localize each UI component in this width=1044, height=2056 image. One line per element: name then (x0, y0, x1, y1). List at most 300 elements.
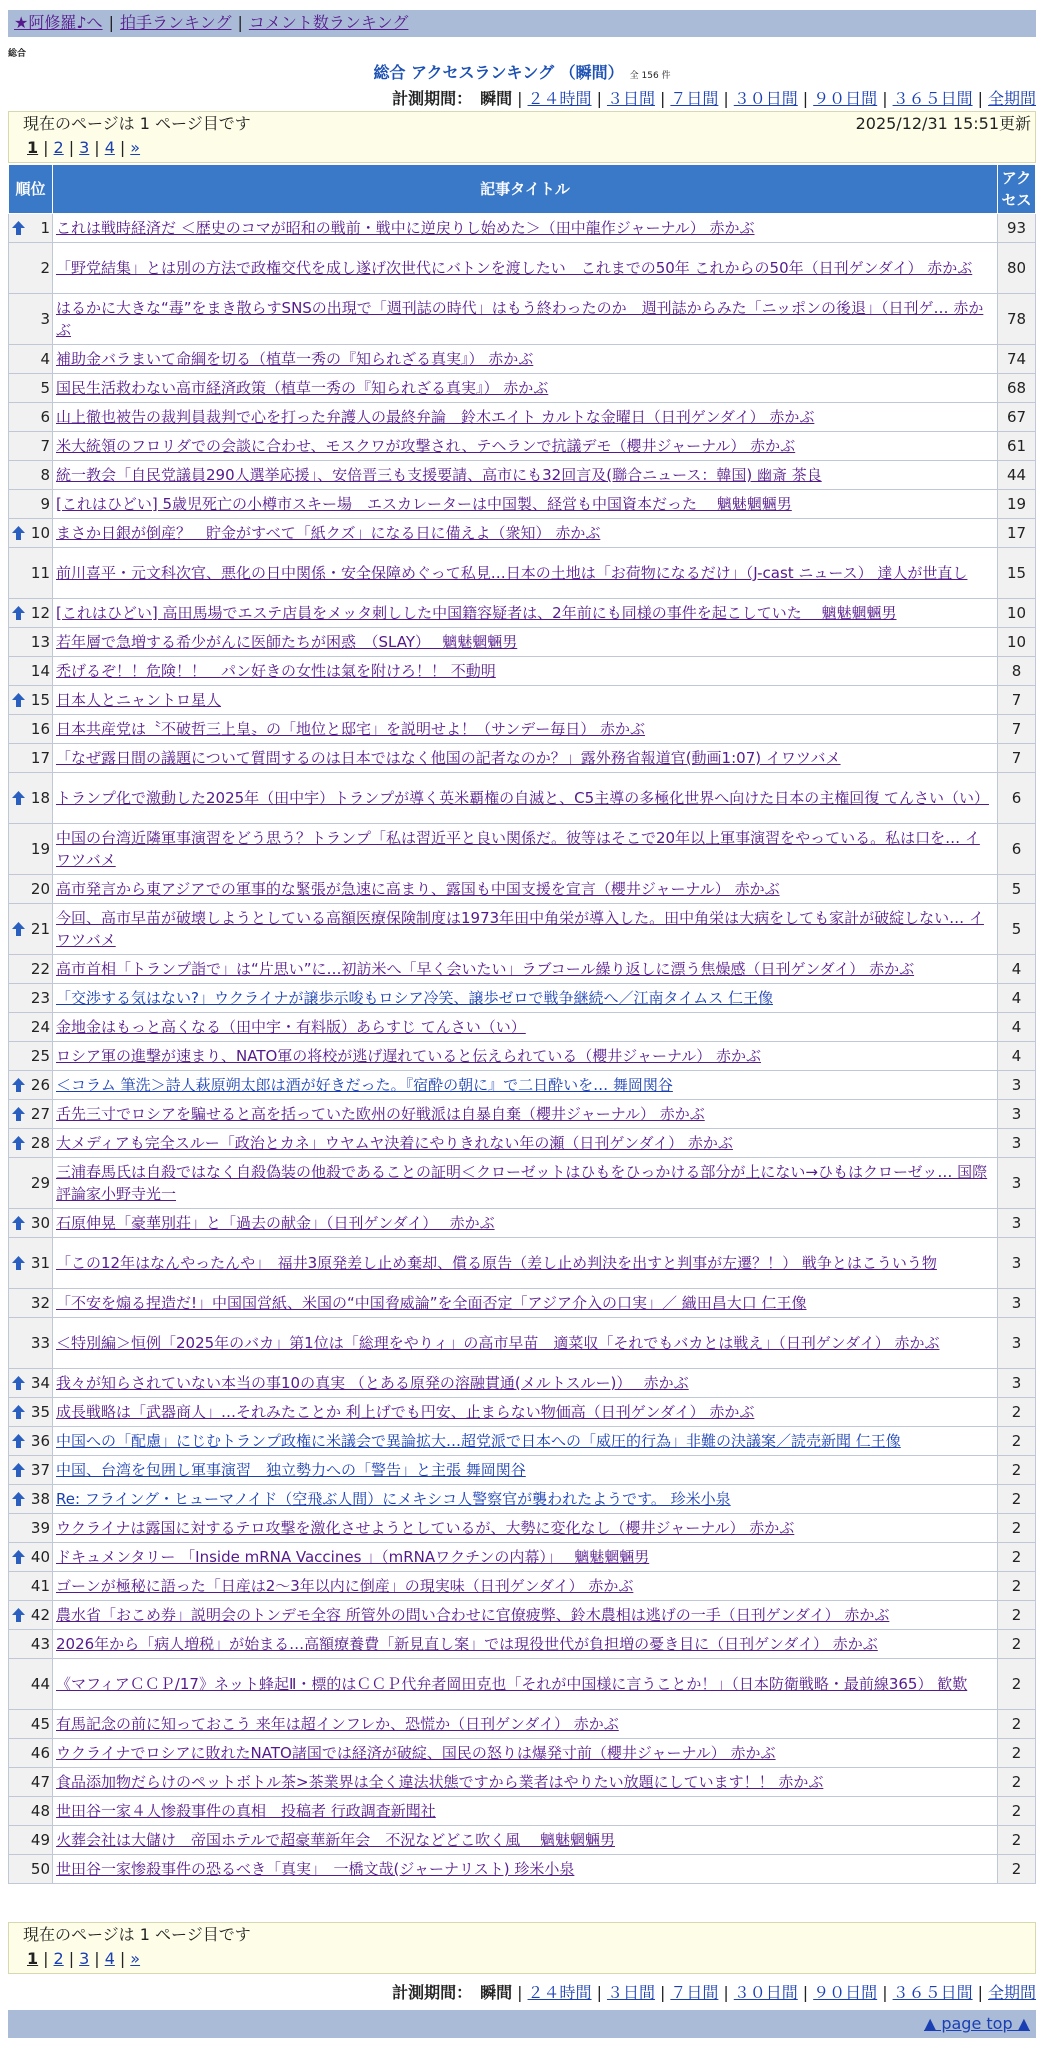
table-row (9, 548, 1036, 599)
article-link[interactable]: 火葬会社は大儲け 帝国ホテルで超豪華新年会 不況などどこ吹く風 魑魅魍魎男 (56, 1831, 616, 1849)
next-page-link[interactable]: » (130, 1949, 141, 1968)
access-count: 93 (998, 214, 1036, 243)
rank-number: 11 (30, 564, 50, 582)
rank-cell (9, 984, 53, 1013)
period-option[interactable]: ３６５日間 (892, 89, 973, 108)
article-link[interactable]: 有馬記念の前に知っておこう 来年は超インフレか、恐慌か（日刊ゲンダイ） 赤かぶ (56, 1715, 619, 1733)
rank-cell (9, 403, 53, 432)
rank-cell (9, 824, 53, 875)
article-link[interactable]: 食品添加物だらけのペットボトル茶>茶業界は全く違法状態ですから業者はやりたい放題にしています！！ 赤かぶ (56, 1773, 824, 1791)
period-separator: | (596, 89, 602, 108)
access-count: 4 (998, 955, 1036, 984)
period-option[interactable]: ３６５日間 (892, 1983, 973, 2002)
title-cell (53, 1427, 998, 1456)
period-separator: | (977, 89, 983, 108)
rank-cell (9, 904, 53, 955)
rank-cell (9, 715, 53, 744)
comment-ranking-link[interactable]: コメント数ランキング (248, 13, 409, 32)
page-link[interactable]: 4 (104, 1949, 115, 1968)
rank-cell (9, 1826, 53, 1855)
access-count: 2 (998, 1659, 1036, 1710)
title-cell (53, 686, 998, 715)
up-arrow-icon (12, 1376, 25, 1390)
article-link[interactable]: Re: フライング・ヒューマノイド（空飛ぶ人間）にメキシコ人警察官が襲われたようです。 珍米小泉 (56, 1490, 731, 1508)
rank-number: 38 (30, 1490, 50, 1508)
table-row (9, 1855, 1036, 1884)
table-row (9, 1739, 1036, 1768)
period-option[interactable]: 全期間 (987, 89, 1036, 108)
rank-cell (9, 490, 53, 519)
access-count: 3 (998, 1238, 1036, 1289)
title-cell (53, 1042, 998, 1071)
access-count: 4 (998, 1013, 1036, 1042)
rank-number: 49 (30, 1831, 50, 1849)
rank-number: 30 (30, 1214, 50, 1232)
article-link[interactable]: 中国、台湾を包囲し軍事演習 独立勢力への「警告」と主張 舞岡関谷 (56, 1461, 526, 1479)
access-count: 15 (998, 548, 1036, 599)
up-arrow-icon (12, 1550, 25, 1564)
title-cell (53, 1826, 998, 1855)
article-link[interactable]: 成長戦略は「武器商人」…それみたことか 利上げでも円安、止まらない物価高（日刊ゲンダイ） 赤かぶ (56, 1403, 755, 1421)
access-count: 2 (998, 1855, 1036, 1884)
article-link[interactable]: 米大統領のフロリダでの会談に合わせ、モスクワが攻撃され、テヘランで抗議デモ（櫻井ジャーナル） 赤かぶ (56, 437, 796, 455)
rank-number: 26 (30, 1076, 50, 1094)
article-link[interactable]: 前川喜平・元文科次官、悪化の日中関係・安全保障めぐって私見…日本の土地は「お荷物になるだけ」（J-cast ニュース） 達人が世直し (56, 564, 968, 582)
rank-number: 23 (30, 989, 50, 1007)
up-arrow-icon (12, 526, 25, 540)
up-arrow-icon (12, 693, 25, 707)
rank-cell (9, 294, 53, 345)
table-row (9, 1318, 1036, 1369)
article-link[interactable]: 今回、高市早苗が破壊しようとしている高額医療保険制度は1973年田中角栄が導入した。田中角栄は大病をしても家計が破綻しない… イワツバメ (56, 909, 984, 949)
article-link[interactable]: 統一教会「自民党議員290人選挙応援」、安倍晋三も支援要請、高市にも32回言及(聯合ニュース：韓国) 幽斎 茶良 (56, 466, 822, 484)
page-top-link[interactable]: ▲ page top ▲ (923, 2014, 1030, 2033)
title-cell (53, 1158, 998, 1209)
title-cell (53, 1855, 998, 1884)
access-count: 19 (998, 490, 1036, 519)
table-row (9, 875, 1036, 904)
period-separator: | (659, 89, 666, 108)
access-count: 2 (998, 1768, 1036, 1797)
table-row (9, 1543, 1036, 1572)
rank-cell (9, 1456, 53, 1485)
article-link[interactable]: 大メディアも完全スルー「政治とカネ」ウヤムヤ決着にやりきれない年の瀬（日刊ゲンダイ） 赤かぶ (56, 1134, 733, 1152)
page-link[interactable]: 3 (79, 1949, 90, 1968)
access-count: 10 (998, 599, 1036, 628)
ranking-table (8, 164, 1036, 1884)
table-row (9, 1427, 1036, 1456)
rank-number: 17 (30, 749, 50, 767)
table-row (9, 1013, 1036, 1042)
article-link[interactable]: 日本共産党は〝不破哲三上皇〟の「地位と邸宅」を説明せよ！（サンデー毎日） 赤かぶ (56, 720, 646, 738)
access-count: 44 (998, 461, 1036, 490)
table-row (9, 1485, 1036, 1514)
title-cell (53, 1601, 998, 1630)
table-row (9, 214, 1036, 243)
period-option[interactable]: ３日間 (606, 1983, 655, 2002)
rank-cell (9, 548, 53, 599)
article-link[interactable]: 日本人とニャントロ星人 (56, 691, 222, 709)
rank-cell (9, 1158, 53, 1209)
rank-number: 18 (30, 789, 50, 807)
access-count: 8 (998, 657, 1036, 686)
period-selector-bottom (392, 1980, 1036, 2003)
table-row (9, 773, 1036, 824)
rank-number: 6 (40, 408, 50, 426)
access-count: 4 (998, 984, 1036, 1013)
title-cell (53, 1710, 998, 1739)
article-link[interactable]: 高市発言から東アジアでの軍事的な緊張が急速に高まり、露国も中国支援を宣言（櫻井ジャーナル） 赤かぶ (56, 880, 780, 898)
access-count: 78 (998, 294, 1036, 345)
period-option[interactable]: ２４時間 (527, 89, 592, 108)
article-link[interactable]: [これはひどい] 5歳児死亡の小樽市スキー場 エスカレーターは中国製、経営も中国資本だった 魑魅魍魎男 (56, 495, 792, 513)
table-row (9, 432, 1036, 461)
rank-cell (9, 1797, 53, 1826)
table-row (9, 1826, 1036, 1855)
table-row (9, 904, 1036, 955)
table-row (9, 1369, 1036, 1398)
rank-number: 34 (30, 1374, 50, 1392)
title-cell (53, 1630, 998, 1659)
table-row (9, 461, 1036, 490)
access-count: 2 (998, 1601, 1036, 1630)
rank-number: 27 (30, 1105, 50, 1123)
up-arrow-icon (12, 1492, 25, 1506)
access-count: 3 (998, 1318, 1036, 1369)
table-row (9, 1630, 1036, 1659)
title-cell (53, 1209, 998, 1238)
access-count: 2 (998, 1427, 1036, 1456)
rank-cell (9, 1572, 53, 1601)
table-row (9, 1209, 1036, 1238)
title-cell (53, 548, 998, 599)
access-count: 3 (998, 1158, 1036, 1209)
rank-number: 10 (30, 524, 50, 542)
ranking-title: 総合 アクセスランキング （瞬間） (373, 63, 624, 82)
article-link[interactable]: 「この12年はなんやったんや」 福井3原発差し止め棄却、償る原告（差し止め判決を出すと判事が左遷？！） 戦争とはこういう物 (56, 1254, 937, 1272)
article-link[interactable]: まさか日銀が倒産？ 貯金がすべて「紙クズ」になる日に備えよ（衆知） 赤かぶ (56, 524, 601, 542)
top-nav-bar (8, 10, 1036, 37)
up-arrow-icon (12, 1463, 25, 1477)
period-label: 計測期間： (392, 1983, 473, 2002)
table-row (9, 1158, 1036, 1209)
table-row (9, 1289, 1036, 1318)
title-cell (53, 243, 998, 294)
rank-cell (9, 686, 53, 715)
article-link[interactable]: 舌先三寸でロシアを騙せると高を括っていた欧州の好戦派は自暴自棄（櫻井ジャーナル） 赤かぶ (56, 1105, 705, 1123)
access-count: 2 (998, 1630, 1036, 1659)
access-count: 67 (998, 403, 1036, 432)
rank-number: 32 (30, 1294, 50, 1312)
access-count: 61 (998, 432, 1036, 461)
rank-number: 5 (40, 379, 50, 397)
total-count: 全 156 件 (629, 71, 671, 81)
clap-ranking-link[interactable]: 拍手ランキング (119, 13, 232, 32)
article-link[interactable]: 金地金はもっと高くなる（田中宇・有料版）あらすじ てんさい（い） (56, 1018, 526, 1036)
rank-number: 22 (30, 960, 50, 978)
rank-number: 16 (30, 720, 50, 738)
article-link[interactable]: ＜コラム 筆洗＞詩人萩原朔太郎は酒が好きだった。『宿酔の朝に』で二日酔いを… 舞岡関谷 (56, 1076, 673, 1094)
access-count: 2 (998, 1456, 1036, 1485)
rank-cell (9, 1209, 53, 1238)
rank-cell (9, 1659, 53, 1710)
page-separator: | (94, 138, 100, 157)
page-link[interactable]: 2 (53, 138, 64, 157)
article-link[interactable]: 石原伸晃「豪華別荘」と「過去の献金」（日刊ゲンダイ） 赤かぶ (56, 1214, 495, 1232)
rank-cell (9, 744, 53, 773)
rank-cell (9, 1543, 53, 1572)
access-count: 2 (998, 1710, 1036, 1739)
table-row (9, 1797, 1036, 1826)
title-cell (53, 744, 998, 773)
table-row (9, 1238, 1036, 1289)
title-cell (53, 432, 998, 461)
page-separator: | (119, 1949, 126, 1968)
period-option: 瞬間 (480, 1983, 513, 2002)
up-arrow-icon (12, 1434, 25, 1448)
title-cell (53, 1659, 998, 1710)
rank-cell (9, 1427, 53, 1456)
table-row (9, 374, 1036, 403)
title-cell (53, 1797, 998, 1826)
period-option[interactable]: ９０日間 (813, 1983, 878, 2002)
rank-number: 28 (30, 1134, 50, 1152)
article-link[interactable]: 農水省「おこめ券」説明会のトンデモ全容 所管外の問い合わせに官僚疲弊、鈴木農相は逃げの一手（日刊ゲンダイ） 赤かぶ (56, 1606, 890, 1624)
page-separator: | (68, 138, 75, 157)
table-row (9, 1601, 1036, 1630)
table-row (9, 1042, 1036, 1071)
rank-number: 46 (30, 1744, 50, 1762)
access-count: 3 (998, 1369, 1036, 1398)
title-cell (53, 1485, 998, 1514)
pager-top (8, 111, 1036, 163)
table-row (9, 1768, 1036, 1797)
table-row (9, 294, 1036, 345)
rank-number: 19 (30, 840, 50, 858)
table-row (9, 657, 1036, 686)
rank-cell (9, 374, 53, 403)
rank-number: 13 (30, 633, 50, 651)
home-link[interactable]: ★阿修羅♪へ (14, 13, 103, 32)
article-link[interactable]: 補助金バラまいて命綱を切る（植草一秀の『知られざる真実』） 赤かぶ (56, 350, 534, 368)
table-row (9, 1514, 1036, 1543)
period-separator: | (723, 1983, 729, 2002)
page-link[interactable]: 2 (53, 1949, 64, 1968)
rank-number: 25 (30, 1047, 50, 1065)
period-option[interactable]: ２４時間 (527, 1983, 592, 2002)
rank-number: 44 (30, 1675, 50, 1693)
article-link[interactable]: 「野党結集」とは別の方法で政権交代を成し遂げ次世代にバトンを渡したい これまでの50年 これからの50年（日刊ゲンダイ） 赤かぶ (56, 259, 973, 277)
rank-number: 12 (30, 604, 50, 622)
table-row (9, 599, 1036, 628)
rank-number: 37 (30, 1461, 50, 1479)
period-separator: | (596, 1983, 602, 2002)
rank-number: 2 (40, 259, 50, 277)
article-link[interactable]: ウクライナでロシアに敗れたNATO諸国では経済が破綻、国民の怒りは爆発寸前（櫻井ジャーナル） 赤かぶ (56, 1744, 776, 1762)
period-option[interactable]: ７日間 (670, 1983, 719, 2002)
title-cell (53, 1013, 998, 1042)
period-separator: | (977, 1983, 983, 2002)
article-link[interactable]: ウクライナは露国に対するテロ攻撃を激化させようとしているが、大勢に変化なし（櫻井ジャーナル） 赤かぶ (56, 1519, 795, 1537)
title-cell (53, 1318, 998, 1369)
rank-cell (9, 1855, 53, 1884)
rank-number: 7 (40, 437, 50, 455)
article-link[interactable]: ドキュメンタリー 「Inside mRNA Vaccines 」（mRNAワクチンの内幕）」 魑魅魍魎男 (56, 1548, 650, 1566)
pager-bottom (8, 1922, 1036, 1974)
title-cell (53, 1071, 998, 1100)
rank-number: 36 (30, 1432, 50, 1450)
article-link[interactable]: これは戦時経済だ ＜歴史のコマが昭和の戦前・戦中に逆戻りし始めた＞（田中龍作ジャーナル） 赤かぶ (56, 219, 755, 237)
rank-number: 21 (30, 920, 50, 938)
page-title (0, 60, 1044, 83)
rank-cell (9, 875, 53, 904)
period-option[interactable]: ７日間 (670, 89, 719, 108)
table-row (9, 955, 1036, 984)
rank-number: 1 (40, 219, 50, 237)
article-link[interactable]: 世田谷一家４人惨殺事件の真相 投稿者 行政調査新聞社 (56, 1802, 436, 1820)
period-separator: | (517, 1983, 523, 2002)
rank-number: 42 (30, 1606, 50, 1624)
rank-cell (9, 1514, 53, 1543)
table-row (9, 243, 1036, 294)
title-cell (53, 490, 998, 519)
access-count: 80 (998, 243, 1036, 294)
table-row (9, 1710, 1036, 1739)
table-row (9, 686, 1036, 715)
rank-number: 9 (40, 495, 50, 513)
page-separator: | (68, 1949, 75, 1968)
period-option[interactable]: ３０日間 (733, 1983, 798, 2002)
period-separator: | (659, 1983, 666, 2002)
page-link[interactable]: 3 (79, 138, 90, 157)
article-link[interactable]: ゴーンが極秘に語った「日産は2～3年以内に倒産」の現実味（日刊ゲンダイ） 赤かぶ (56, 1577, 634, 1595)
title-cell (53, 715, 998, 744)
rank-number: 39 (30, 1519, 50, 1537)
article-link[interactable]: 「なぜ露日間の議題について質問するのは日本ではなく他国の記者なのか？」露外務省報道官(動画1:07) イワツバメ (56, 749, 841, 767)
table-row (9, 1398, 1036, 1427)
rank-cell (9, 773, 53, 824)
article-link[interactable]: 「交渉する気はない?」ウクライナが譲歩示唆もロシア冷笑、譲歩ゼロで戦争継続へ／江南タイムス 仁王像 (56, 989, 773, 1007)
title-cell (53, 984, 998, 1013)
access-count: 7 (998, 686, 1036, 715)
rank-number: 48 (30, 1802, 50, 1820)
rank-number: 29 (30, 1174, 50, 1192)
page-separator: | (119, 138, 126, 157)
table-row (9, 403, 1036, 432)
table-row (9, 744, 1036, 773)
title-cell (53, 1369, 998, 1398)
period-option[interactable]: ３日間 (606, 89, 655, 108)
access-count: 6 (998, 824, 1036, 875)
access-count: 74 (998, 345, 1036, 374)
period-option[interactable]: 全期間 (987, 1983, 1036, 2002)
page-link[interactable]: 4 (104, 138, 115, 157)
rank-number: 14 (30, 662, 50, 680)
up-arrow-icon (12, 1216, 25, 1230)
table-row (9, 1456, 1036, 1485)
article-link[interactable]: 若年層で急増する希少がんに医師たちが困惑 （SLAY） 魑魅魍魎男 (56, 633, 518, 651)
up-arrow-icon (12, 606, 25, 620)
access-count: 4 (998, 1042, 1036, 1071)
article-link[interactable]: 山上徹也被告の裁判員裁判で心を打った弁護人の最終弁論 鈴木エイト カルトな金曜日（日刊ゲンダイ） 赤かぶ (56, 408, 815, 426)
title-cell (53, 875, 998, 904)
table-row (9, 1572, 1036, 1601)
article-link[interactable]: 我々が知らされていない本当の事10の真実 （とある原発の溶融貫通(メルトスルー)） 赤かぶ (56, 1374, 689, 1392)
rank-cell (9, 1369, 53, 1398)
rank-cell (9, 599, 53, 628)
access-count: 3 (998, 1289, 1036, 1318)
rank-number: 20 (30, 880, 50, 898)
rank-cell (9, 1129, 53, 1158)
article-link[interactable]: 中国への「配慮」にじむトランプ政権に米議会で異論拡大…超党派で日本への「威圧的行為」非難の決議案／読売新聞 仁王像 (56, 1432, 901, 1450)
table-row (9, 715, 1036, 744)
rank-cell (9, 1318, 53, 1369)
article-link[interactable]: 国民生活救わない高市経済政策（植草一秀の『知られざる真実』） 赤かぶ (56, 379, 549, 397)
rank-header: 順位 (9, 165, 53, 214)
rank-cell (9, 1739, 53, 1768)
article-link[interactable]: [これはひどい] 高田馬場でエステ店員をメッタ刺しした中国籍容疑者は、2年前にも同様の事件を起こしていた 魑魅魍魎男 (56, 604, 897, 622)
title-cell (53, 824, 998, 875)
title-cell (53, 345, 998, 374)
access-count: 3 (998, 1071, 1036, 1100)
rank-number: 4 (40, 350, 50, 368)
title-cell (53, 1238, 998, 1289)
title-cell (53, 657, 998, 686)
period-option[interactable]: ９０日間 (813, 89, 878, 108)
article-link[interactable]: トランプ化で激動した2025年（田中宇）トランプが導く英米覇権の自滅と、C5主導の多極化世界へ向けた日本の主権回復 てんさい（い） (56, 789, 989, 807)
article-link[interactable]: 禿げるぞ！！危険！！ パン好きの女性は氣を附けろ！！ 不動明 (56, 662, 496, 680)
title-cell (53, 1572, 998, 1601)
page-info: 現在のページは 1 ページ目です (23, 114, 251, 133)
next-page-link[interactable]: » (130, 138, 141, 157)
page-links (9, 136, 1035, 160)
period-option[interactable]: ３０日間 (733, 89, 798, 108)
article-link[interactable]: 「不安を煽る捏造だ!」中国国営紙、米国の“中国脅威論”を全面否定「アジア介入の口実」／ 織田昌大口 仁王像 (56, 1294, 807, 1312)
title-cell (53, 519, 998, 548)
rank-number: 40 (30, 1548, 50, 1566)
title-cell (53, 1456, 998, 1485)
rank-number: 47 (30, 1773, 50, 1791)
article-link[interactable]: 中国の台湾近隣軍事演習をどう思う？トランプ「私は習近平と良い関係だ。彼等はそこで20年以上軍事演習をやっている。私は口を… イワツバメ (56, 829, 980, 869)
rank-number: 45 (30, 1715, 50, 1733)
article-link[interactable]: ロシア軍の進撃が速まり、NATO軍の将校が逃げ遅れていると伝えられている（櫻井ジャーナル） 赤かぶ (56, 1047, 762, 1065)
access-count: 5 (998, 904, 1036, 955)
up-arrow-icon (12, 922, 25, 936)
table-row (9, 1659, 1036, 1710)
access-count: 2 (998, 1543, 1036, 1572)
title-cell (53, 214, 998, 243)
access-count: 10 (998, 628, 1036, 657)
article-link[interactable]: ＜特別編＞恒例「2025年のバカ」第1位は「総理をやりィ」の高市早苗 適菜収「それでもバカとは戦え」（日刊ゲンダイ） 赤かぶ (56, 1334, 940, 1352)
article-link[interactable]: 三浦春馬氏は自殺ではなく自殺偽装の他殺であることの証明＜クローゼットはひもをひっかける部分が上にない→ひもはクローゼッ… 国際評論家小野寺光一 (56, 1163, 988, 1203)
rank-cell (9, 1289, 53, 1318)
article-link[interactable]: 《マフィアＣＣＰ/17》ネット蜂起Ⅱ・標的はＣＣＰ代弁者岡田克也「それが中国様に言うことか！」（日本防衛戦略・最前線365） 歓歎 (56, 1675, 968, 1693)
rank-cell (9, 1071, 53, 1100)
article-link[interactable]: はるかに大きな“毒”をまき散らすSNSの出現で「週刊誌の時代」はもう終わったのか 週刊誌からみた「ニッポンの後退」（日刊ゲ… 赤かぶ (56, 299, 984, 339)
table-row (9, 345, 1036, 374)
rank-number: 50 (30, 1860, 50, 1878)
page-info: 現在のページは 1 ページ目です (23, 1925, 251, 1944)
table-row (9, 1071, 1036, 1100)
article-link[interactable]: 2026年から「病人増税」が始まる…高額療養費「新見直し案」では現役世代が負担増の憂き目に（日刊ゲンダイ） 赤かぶ (56, 1635, 878, 1653)
article-link[interactable]: 高市首相「トランプ詣で」は“片思い”に…初訪米へ「早く会いたい」ラブコール繰り返しに漂う焦燥感（日刊ゲンダイ） 赤かぶ (56, 960, 915, 978)
rank-cell (9, 345, 53, 374)
access-count: 2 (998, 1398, 1036, 1427)
rank-number: 31 (30, 1254, 50, 1272)
rank-cell (9, 243, 53, 294)
title-cell (53, 1100, 998, 1129)
article-link[interactable]: 世田谷一家惨殺事件の恐るべき「真実」 一橋文哉(ジャーナリスト) 珍米小泉 (56, 1860, 575, 1878)
